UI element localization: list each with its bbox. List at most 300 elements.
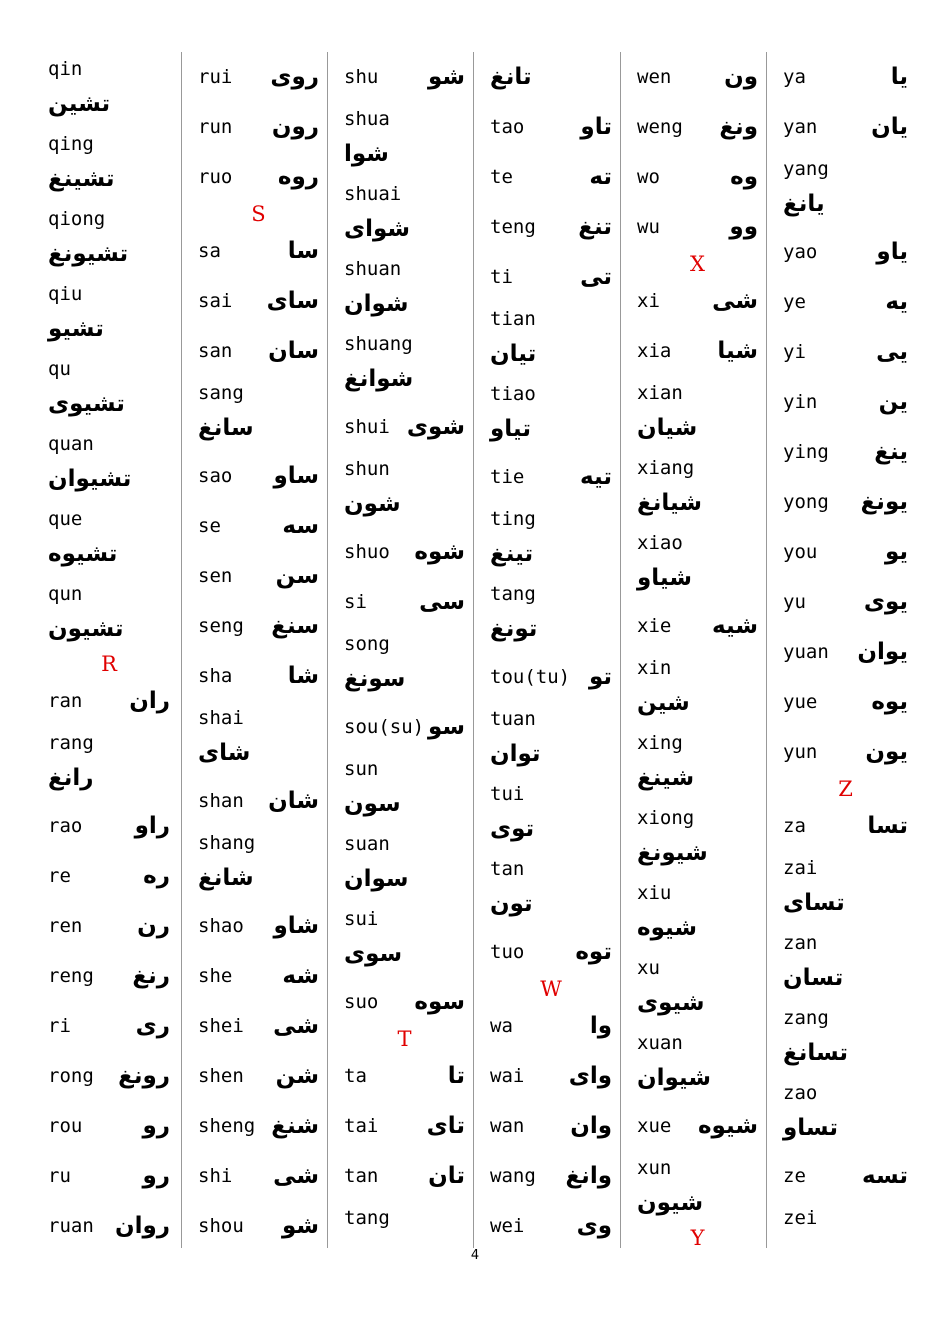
entry-row: [637, 202, 758, 252]
pinyin-text: ye: [783, 291, 806, 313]
arabic-script-text: تشين: [48, 91, 111, 117]
pinyin-text: si: [344, 591, 367, 613]
pinyin-text: yan: [783, 116, 818, 138]
pinyin-text: suo: [344, 991, 379, 1013]
arabic-script-text: شوى: [406, 414, 465, 440]
arabic-script-text: ره: [143, 863, 170, 889]
pinyin-text: rou: [48, 1115, 83, 1137]
entry-row: [783, 1201, 908, 1276]
arabic-script-text: رنغ: [132, 963, 170, 989]
arabic-script-text: تشينغ: [48, 166, 115, 192]
arabic-script-text: شيونغ: [637, 840, 708, 866]
arabic-script-text: راو: [134, 813, 170, 839]
entry-row: [198, 152, 319, 202]
entry-row: [198, 501, 319, 551]
column-3: [327, 52, 473, 1248]
entry-row: [783, 627, 908, 677]
arabic-script-text: يونغ: [860, 489, 908, 515]
entry-row: [490, 927, 612, 977]
entry-row: [490, 577, 612, 652]
entry-row: [490, 1101, 612, 1151]
pinyin-text: ru: [48, 1165, 71, 1187]
entry-row: [344, 452, 465, 527]
entry-row: [490, 302, 612, 377]
arabic-script-text: تيه: [580, 464, 612, 490]
entry-row: [344, 177, 465, 252]
arabic-script-text: وو: [729, 214, 758, 240]
entry-row: [637, 801, 758, 876]
pinyin-text: zai: [783, 857, 818, 879]
section-letter: T: [397, 1027, 412, 1051]
pinyin-text: xian: [637, 382, 683, 404]
arabic-script-text: شاو: [273, 913, 319, 939]
entry-row: [490, 852, 612, 927]
pinyin-text: xi: [637, 290, 660, 312]
entry-row: [637, 102, 758, 152]
pinyin-text: yuan: [783, 641, 829, 663]
entry-row: [48, 1051, 170, 1101]
pinyin-text: shou: [198, 1215, 244, 1237]
arabic-script-text: تون: [490, 891, 533, 917]
arabic-script-text: شين: [637, 690, 690, 716]
entry-row: [48, 1101, 170, 1151]
pinyin-text: ting: [490, 508, 536, 530]
pinyin-text: tou(tu): [490, 666, 571, 688]
pinyin-text: shang: [198, 832, 256, 854]
arabic-script-text: يان: [871, 114, 908, 140]
entry-row: [344, 1201, 465, 1276]
arabic-script-text: تسه: [862, 1163, 908, 1189]
pinyin-text: ya: [783, 66, 806, 88]
entry-row: [48, 577, 170, 652]
entry-row: [783, 427, 908, 477]
entry-row: [783, 926, 908, 1001]
arabic-script-text: شو: [427, 64, 465, 90]
arabic-script-text: سوى: [344, 941, 403, 967]
entry-row: [490, 702, 612, 777]
pinyin-text: tui: [490, 783, 525, 805]
pinyin-text: tie: [490, 466, 525, 488]
arabic-script-text: شيوه: [697, 1113, 758, 1139]
arabic-script-text: رو: [142, 1113, 170, 1139]
column-2: [181, 52, 327, 1248]
pinyin-text: shen: [198, 1065, 244, 1087]
entry-row: [48, 851, 170, 901]
arabic-script-text: تاى: [426, 1113, 465, 1139]
entry-row: [637, 876, 758, 951]
pinyin-text: tan: [344, 1165, 379, 1187]
arabic-script-text: ينغ: [874, 439, 908, 465]
pinyin-text: qiong: [48, 208, 106, 230]
pinyin-text: quan: [48, 433, 94, 455]
pinyin-text: qun: [48, 583, 83, 605]
arabic-script-text: شى: [273, 1163, 319, 1189]
arabic-script-text: شو: [281, 1213, 319, 1239]
pinyin-text: ran: [48, 690, 83, 712]
entry-row: [198, 1101, 319, 1151]
arabic-script-text: توى: [490, 816, 535, 842]
entry-row: [783, 277, 908, 327]
arabic-script-text: رو: [142, 1163, 170, 1189]
entry-row: [490, 152, 612, 202]
pinyin-text: qin: [48, 58, 83, 80]
entry-row: [48, 202, 170, 277]
pinyin-text: xue: [637, 1115, 672, 1137]
arabic-script-text: روان: [114, 1213, 170, 1239]
section-letter: Y: [690, 1226, 705, 1250]
pinyin-text: suan: [344, 833, 390, 855]
arabic-script-text: شا: [287, 663, 319, 689]
arabic-script-text: تونغ: [490, 616, 538, 642]
arabic-script-text: سا: [287, 238, 319, 264]
entry-row: [637, 376, 758, 451]
entry-row: [198, 1151, 319, 1201]
arabic-script-text: شياو: [637, 565, 692, 591]
entry-row: [198, 276, 319, 326]
entry-row: [48, 502, 170, 577]
entry-row: [637, 1026, 758, 1101]
pinyin-text: sa: [198, 240, 221, 262]
pinyin-text: ri: [48, 1015, 71, 1037]
pinyin-text: xiu: [637, 882, 672, 904]
arabic-script-text: روه: [277, 164, 319, 190]
entry-row: [48, 951, 170, 1001]
arabic-script-text: شنغ: [271, 1113, 319, 1139]
entry-row: [783, 52, 908, 102]
pinyin-text: wai: [490, 1065, 525, 1087]
pinyin-text: rang: [48, 732, 94, 754]
entry-row: [490, 1001, 612, 1051]
arabic-script-text: تسان: [783, 965, 844, 991]
entry-row: [198, 1051, 319, 1101]
pinyin-text: ren: [48, 915, 83, 937]
pinyin-text: tian: [490, 308, 536, 330]
entry-row: [783, 327, 908, 377]
entry-row: [198, 651, 319, 701]
pinyin-text: sui: [344, 908, 379, 930]
pinyin-text: qing: [48, 133, 94, 155]
entry-row: [198, 701, 319, 776]
entry-row: [198, 1201, 319, 1251]
pinyin-text: shu: [344, 66, 379, 88]
entry-row: [344, 327, 465, 402]
pinyin-text: reng: [48, 965, 94, 987]
entry-row: [198, 551, 319, 601]
pinyin-text: wei: [490, 1215, 525, 1237]
entry-row: [198, 601, 319, 651]
pinyin-text: sun: [344, 758, 379, 780]
pinyin-text: she: [198, 965, 233, 987]
arabic-script-text: سون: [344, 791, 401, 817]
pinyin-text: zao: [783, 1082, 818, 1104]
entry-row: [783, 227, 908, 277]
pinyin-text: tan: [490, 858, 525, 880]
pinyin-text: sou(su): [344, 716, 425, 738]
pinyin-text: rui: [198, 66, 233, 88]
arabic-script-text: سونغ: [344, 666, 406, 692]
pinyin-text: xiong: [637, 807, 695, 829]
arabic-script-text: يون: [865, 739, 908, 765]
arabic-script-text: شيا: [717, 338, 758, 364]
entry-row: [637, 276, 758, 326]
arabic-script-text: سوه: [414, 989, 465, 1015]
arabic-script-text: شوان: [344, 291, 409, 317]
entry-row: [344, 402, 465, 452]
pinyin-text: sao: [198, 465, 233, 487]
pinyin-text: song: [344, 633, 390, 655]
entry-row: [637, 451, 758, 526]
arabic-script-text: تو: [588, 664, 612, 690]
pinyin-text: shei: [198, 1015, 244, 1037]
entry-row: [344, 752, 465, 827]
pinyin-text: wu: [637, 216, 660, 238]
arabic-script-text: وان: [570, 1113, 612, 1139]
arabic-script-text: تشيو: [48, 316, 104, 342]
pinyin-text: run: [198, 116, 233, 138]
arabic-script-text: ساى: [266, 288, 319, 314]
pinyin-text: que: [48, 508, 83, 530]
arabic-script-text: شيوه: [637, 915, 698, 941]
arabic-script-text: شون: [344, 491, 401, 517]
pinyin-text: tai: [344, 1115, 379, 1137]
column-1: [32, 52, 178, 1248]
pinyin-text: ruan: [48, 1215, 94, 1237]
entry-row: [344, 252, 465, 327]
arabic-script-text: تشيوه: [48, 541, 118, 567]
pinyin-text: xiang: [637, 457, 695, 479]
pinyin-text: shua: [344, 108, 390, 130]
pinyin-text: sheng: [198, 1115, 256, 1137]
entry-row: [490, 652, 612, 702]
pinyin-text: ti: [490, 266, 513, 288]
arabic-script-text: شيون: [637, 1190, 704, 1216]
arabic-script-text: تنغ: [578, 214, 612, 240]
column-6: [766, 52, 916, 1248]
pinyin-text: xiao: [637, 532, 683, 554]
entry-row: [490, 252, 612, 302]
entry-row: [344, 52, 465, 102]
entry-row: [344, 902, 465, 977]
entry-row: [48, 901, 170, 951]
arabic-script-text: رانغ: [48, 765, 94, 791]
entry-row: [490, 202, 612, 252]
entry-row: [198, 951, 319, 1001]
arabic-script-text: شان: [268, 788, 319, 814]
entry-row: [783, 851, 908, 926]
pinyin-text: ying: [783, 441, 829, 463]
entry-row: [48, 427, 170, 502]
arabic-script-text: تياو: [490, 416, 531, 442]
arabic-script-text: يى: [876, 339, 908, 365]
entry-row: [637, 526, 758, 601]
column-4: [473, 52, 620, 1248]
arabic-script-text: شانغ: [198, 865, 254, 891]
pinyin-text: rong: [48, 1065, 94, 1087]
entry-row: [783, 1151, 908, 1201]
entry-row: [490, 1201, 612, 1251]
arabic-script-text: تشيونغ: [48, 241, 129, 267]
arabic-script-text: تاو: [580, 114, 612, 140]
pinyin-text: rao: [48, 815, 83, 837]
entry-row: [490, 102, 612, 152]
pinyin-text: seng: [198, 615, 244, 637]
entry-row: [783, 102, 908, 152]
pinyin-text: weng: [637, 116, 683, 138]
pinyin-text: yin: [783, 391, 818, 413]
pinyin-text: sai: [198, 290, 233, 312]
arabic-script-text: رن: [137, 913, 170, 939]
arabic-script-text: يو: [884, 539, 908, 565]
entry-row: [198, 826, 319, 901]
arabic-script-text: ياو: [876, 239, 908, 265]
arabic-script-text: تا: [447, 1063, 465, 1089]
entry-row: [198, 901, 319, 951]
pinyin-text: xuan: [637, 1032, 683, 1054]
arabic-script-text: شيه: [712, 613, 758, 639]
arabic-script-text: تساى: [783, 890, 845, 916]
entry-row: [48, 1001, 170, 1051]
entry-row: [48, 352, 170, 427]
arabic-script-text: شوانغ: [344, 366, 414, 392]
pinyin-text: shuan: [344, 258, 402, 280]
pinyin-text: shui: [344, 416, 390, 438]
pinyin-text: se: [198, 515, 221, 537]
pinyin-text: ze: [783, 1165, 806, 1187]
arabic-script-text: شن: [275, 1063, 319, 1089]
pinyin-text: yang: [783, 158, 829, 180]
arabic-script-text: شينغ: [637, 765, 695, 791]
arabic-script-text: سى: [419, 589, 465, 615]
entry-row: [198, 326, 319, 376]
pinyin-text: teng: [490, 216, 536, 238]
entry-row: [344, 627, 465, 702]
arabic-script-text: يوه: [871, 689, 908, 715]
arabic-script-text: يوان: [857, 639, 908, 665]
arabic-script-text: ته: [589, 164, 612, 190]
entry-row: [783, 477, 908, 527]
arabic-script-text: شيان: [637, 415, 698, 441]
arabic-script-text: واى: [568, 1063, 612, 1089]
pinyin-text: sen: [198, 565, 233, 587]
pinyin-text: xin: [637, 657, 672, 679]
entry-row: [344, 1101, 465, 1151]
entry-row: [637, 152, 758, 202]
entry-row: [637, 52, 758, 102]
entry-row: [48, 1151, 170, 1201]
arabic-script-text: يوى: [863, 589, 908, 615]
entry-row: [344, 527, 465, 577]
pinyin-text: tao: [490, 116, 525, 138]
arabic-script-text: تى: [580, 264, 612, 290]
arabic-script-text: يا: [890, 64, 908, 90]
section-letter: X: [690, 252, 705, 276]
arabic-script-text: تشيوى: [48, 391, 125, 417]
pinyin-text: wan: [490, 1115, 525, 1137]
entry-row: [48, 1201, 170, 1251]
entry-row: [48, 726, 170, 801]
arabic-script-text: سو: [427, 714, 465, 740]
arabic-script-text: ين: [878, 389, 908, 415]
pinyin-text: tuo: [490, 941, 525, 963]
pinyin-text: you: [783, 541, 818, 563]
arabic-script-text: شى: [712, 288, 758, 314]
pinyin-text: yu: [783, 591, 806, 613]
pinyin-text: shan: [198, 790, 244, 812]
arabic-script-text: تينغ: [490, 541, 534, 567]
pinyin-text: re: [48, 865, 71, 887]
pinyin-text: san: [198, 340, 233, 362]
pinyin-text: wen: [637, 66, 672, 88]
entry-row: [344, 577, 465, 627]
pinyin-text: tang: [490, 583, 536, 605]
entry-row: [344, 1051, 465, 1101]
entry-row: [344, 102, 465, 177]
pinyin-text: za: [783, 815, 806, 837]
entry-row: [198, 226, 319, 276]
arabic-script-text: سنغ: [271, 613, 319, 639]
entry-row: [637, 651, 758, 726]
entry-row: [198, 376, 319, 451]
pinyin-text: xu: [637, 957, 660, 979]
pinyin-text: zei: [783, 1207, 818, 1229]
page-number: 4: [470, 1248, 480, 1263]
section-letter: R: [101, 652, 117, 676]
entry-row: [490, 502, 612, 577]
entry-row: [490, 1151, 612, 1201]
arabic-script-text: تسا: [867, 813, 908, 839]
arabic-script-text: شوا: [344, 141, 389, 167]
pinyin-text: shai: [198, 707, 244, 729]
entry-row: [48, 127, 170, 202]
entry-row: [490, 777, 612, 852]
arabic-script-text: شيوان: [637, 1065, 711, 1091]
entry-row: [637, 326, 758, 376]
arabic-script-text: تسانغ: [783, 1040, 849, 1066]
entry-row: [198, 102, 319, 152]
pinyin-text: yao: [783, 241, 818, 263]
pinyin-text: yun: [783, 741, 818, 763]
entry-row: [344, 702, 465, 752]
arabic-script-text: تشيوان: [48, 466, 132, 492]
arabic-script-text: ساو: [273, 463, 319, 489]
arabic-script-text: شيانغ: [637, 490, 702, 516]
arabic-script-text: سوان: [344, 866, 409, 892]
pinyin-text: tiao: [490, 383, 536, 405]
entry-row: [783, 1001, 908, 1076]
pinyin-text: shi: [198, 1165, 233, 1187]
entry-row: [198, 1001, 319, 1051]
pinyin-text: shun: [344, 458, 390, 480]
section-letter: W: [540, 977, 562, 1001]
arabic-script-text: وه: [730, 164, 758, 190]
arabic-script-text: شه: [282, 963, 319, 989]
pinyin-text: tuan: [490, 708, 536, 730]
arabic-script-text: رون: [271, 114, 319, 140]
entry-row: [48, 277, 170, 352]
arabic-script-text: تانغ: [490, 64, 532, 90]
arabic-script-text: روى: [270, 64, 319, 90]
entry-row: [637, 601, 758, 651]
arabic-script-text: يه: [885, 289, 908, 315]
arabic-script-text: توه: [575, 939, 612, 965]
entry-row: [637, 951, 758, 1026]
arabic-script-text: وانغ: [565, 1163, 612, 1189]
arabic-script-text: سان: [268, 338, 319, 364]
entry-row: [344, 1151, 465, 1201]
pinyin-text: shao: [198, 915, 244, 937]
entry-row: [198, 776, 319, 826]
pinyin-text: qiu: [48, 283, 83, 305]
